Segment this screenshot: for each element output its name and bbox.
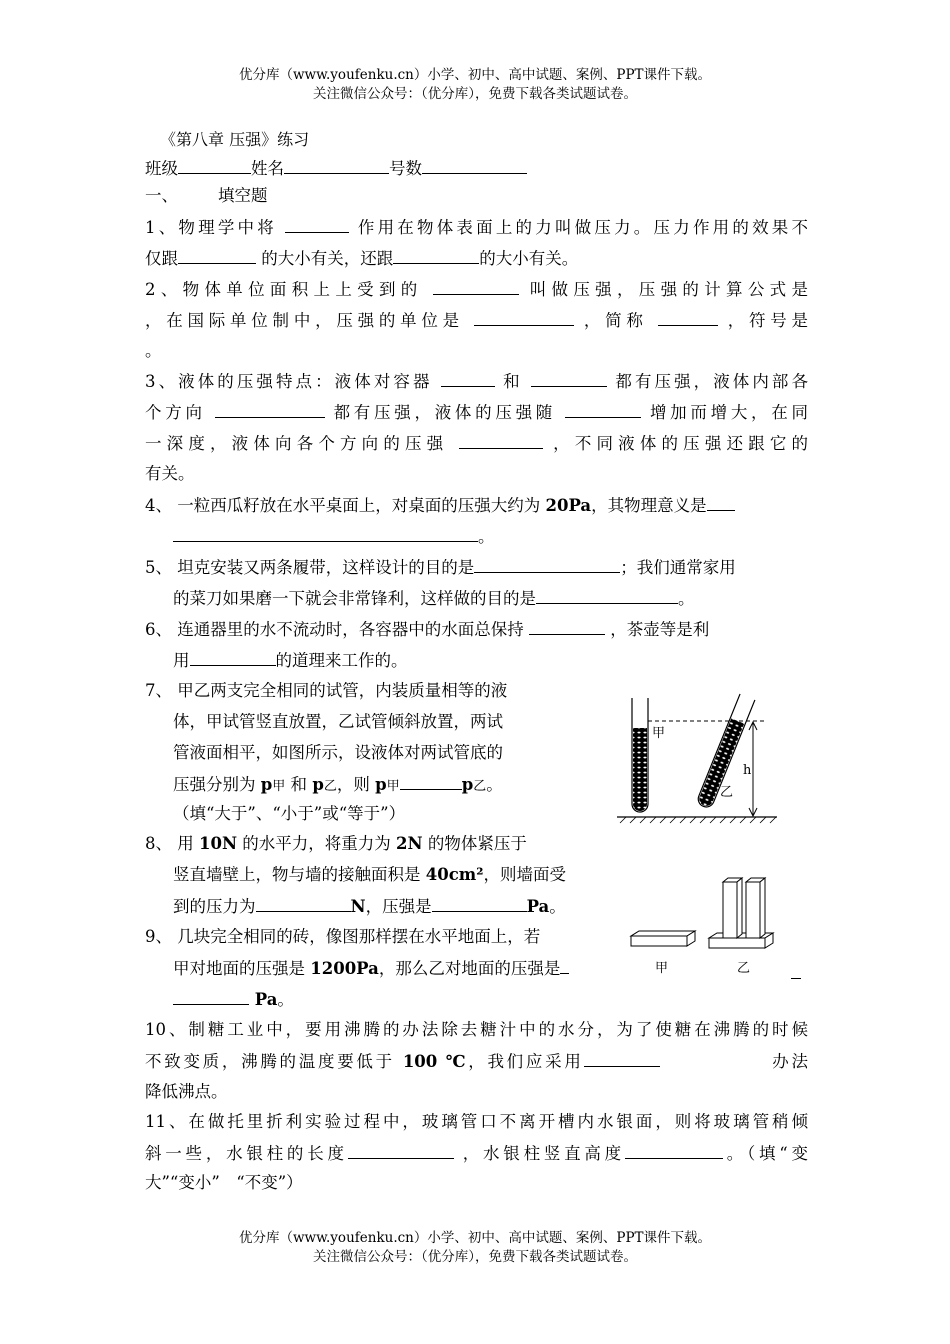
- q9-text-f: 。: [277, 990, 294, 1009]
- class-label: 班级: [145, 159, 178, 178]
- q2-blank-3[interactable]: [658, 305, 718, 326]
- q5-text-c: 的菜刀如果磨一下就会非常锋利，这样做的目的是: [173, 589, 536, 608]
- q7-p-yi: p: [312, 775, 324, 794]
- q8-text-a: 8、 用: [145, 834, 199, 853]
- q9-blank-a[interactable]: [560, 953, 569, 974]
- q4-text-c: ，其物理意义是: [591, 496, 707, 515]
- q1-text-d: 的大小有关，还跟: [256, 249, 394, 268]
- q1-line-1: [145, 212, 808, 242]
- q5-line-2: [173, 583, 836, 613]
- q4-blank-1a[interactable]: [707, 490, 735, 511]
- brick-figure: [625, 872, 785, 978]
- q3-blank-5[interactable]: [459, 428, 543, 449]
- q3-line-1: [145, 366, 808, 396]
- q6-text-a: 6、 连通器里的水不流动时，各容器中的水面总保持: [145, 620, 529, 639]
- q7-line-2: [173, 707, 583, 737]
- q11-text-a: 11、在做托里折利实验过程中，玻璃管口不离开槽内水银面，则将玻璃管稍倾: [145, 1112, 808, 1131]
- q5-text-b: ；我们通常家用: [620, 558, 736, 577]
- q9-line-3: [173, 984, 473, 1014]
- liquid-jia: [633, 728, 647, 811]
- q8-line-2: [173, 860, 623, 890]
- q6-line-1: [145, 614, 808, 644]
- q2-text-f: 。: [145, 341, 162, 360]
- q9-line-1: [145, 922, 620, 952]
- q3-text-f: 增加而增大，在同: [640, 403, 808, 422]
- label-h: h: [743, 763, 752, 778]
- q8-weight: 2N: [396, 834, 423, 853]
- q7-text-and: 和: [285, 775, 313, 794]
- q7-sub-jia: 甲: [272, 779, 286, 794]
- q9-text-a: 9、 几块完全相同的砖，像图那样摆在水平地面上，若: [145, 927, 541, 946]
- q7-sub-jia-2: 甲: [386, 779, 400, 794]
- q10-blank[interactable]: [584, 1046, 660, 1067]
- q7-text-then: ，则: [336, 775, 376, 794]
- q8-text-f: 竖直墙壁上，物与墙的接触面积是: [173, 865, 426, 884]
- header-line-2: 关注微信公众号：（优分库），免费下载各类试题试卷。: [313, 86, 637, 102]
- q11-line-2: [145, 1138, 808, 1168]
- brick-jia-front: [631, 936, 687, 946]
- label-jia-brick: 甲: [655, 961, 669, 976]
- q3-text-h: ，不同液体的压强还跟它的: [542, 434, 808, 453]
- q2-line-1: [145, 274, 808, 304]
- q2-line-2: [145, 305, 808, 335]
- q7-sub-yi: 乙: [323, 779, 337, 794]
- q5-blank-1[interactable]: [474, 552, 620, 573]
- footer-line-1: 优分库（www.youfenku.cn）小学、初中、高中试题、案例、PPT课件下载。: [238, 1230, 712, 1246]
- footer-line-2: 关注微信公众号：（优分库），免费下载各类试题试卷。: [313, 1249, 637, 1265]
- q8-blank-2[interactable]: [432, 891, 527, 912]
- q3-text-b: 和: [494, 372, 532, 391]
- q7-line-5: [173, 799, 583, 829]
- q9-text-d: ，那么乙对地面的压强是: [378, 959, 561, 978]
- q7-line-1: [145, 676, 585, 706]
- q1-line-2: [145, 243, 808, 273]
- q8-area: 40cm²: [425, 865, 484, 884]
- number-blank[interactable]: [422, 153, 527, 174]
- label-jia: 甲: [652, 726, 666, 741]
- label-yi: 乙: [720, 785, 734, 800]
- q7-text-d: 压强分别为: [173, 775, 261, 794]
- q8-text-k: ，压强是: [365, 897, 432, 916]
- q1-blank-1[interactable]: [285, 212, 349, 233]
- class-blank[interactable]: [178, 153, 251, 174]
- q7-text-e: （填“大于”、“小于”或“等于”）: [173, 804, 406, 823]
- q10-line-3: [145, 1077, 808, 1107]
- q8-unit-n: N: [350, 897, 366, 916]
- q8-line-1: [145, 829, 595, 859]
- q4-pressure-value: 20Pa: [545, 496, 592, 515]
- q7-text-a: 7、 甲乙两支完全相同的试管，内装质量相等的液: [145, 681, 508, 700]
- q1-text-a: 1、物理学中将: [145, 218, 286, 237]
- q3-text-c: 都有压强，液体内部各: [607, 372, 808, 391]
- section-heading: [145, 181, 808, 211]
- q3-text-g: 一深度，液体向各个方向的压强: [145, 434, 459, 453]
- section-title: 填空题: [218, 186, 268, 205]
- q11-blank-1[interactable]: [348, 1138, 454, 1159]
- brick-yi-stand-2-side: [760, 878, 765, 938]
- q3-blank-4[interactable]: [565, 397, 641, 418]
- number-label: 号数: [389, 159, 422, 178]
- q3-blank-2[interactable]: [531, 366, 607, 387]
- test-tube-figure: [612, 690, 782, 830]
- q4-text-a: 4、 一粒西瓜籽放在水平桌面上，对桌面的压强大约为: [145, 496, 546, 515]
- q1-blank-2[interactable]: [178, 243, 256, 264]
- q3-text-d: 个方向: [145, 403, 215, 422]
- q7-line-3: [173, 738, 583, 768]
- q8-text-i: 到的压力为: [173, 897, 256, 916]
- q3-line-4: [145, 459, 808, 489]
- q4-blank-1b[interactable]: [173, 521, 478, 542]
- q11-text-e: 大”“变小” “不变”）: [145, 1173, 303, 1192]
- q11-blank-2[interactable]: [625, 1138, 723, 1159]
- q8-line-3: [173, 891, 623, 921]
- page-title: 《第八章 压强》练习: [160, 130, 310, 149]
- q11-line-1: [145, 1107, 808, 1137]
- q10-line-2: [145, 1046, 808, 1076]
- q3-line-3: [145, 428, 808, 458]
- q1-blank-3[interactable]: [393, 243, 479, 264]
- q7-blank[interactable]: [400, 769, 462, 790]
- q6-blank-2[interactable]: [190, 645, 276, 666]
- q1-text-e: 的大小有关。: [479, 249, 579, 268]
- q9-unit-pa: Pa: [249, 990, 278, 1009]
- q2-text-a: 2、物体单位面积上上受到的: [145, 280, 434, 299]
- q3-text-i: 有关。: [145, 464, 195, 483]
- brick-yi-stand-2-front: [746, 882, 760, 938]
- q11-text-b: 斜一些，水银柱的长度: [145, 1144, 348, 1163]
- q10-text-a: 10、制糖工业中，要用沸腾的办法除去糖汁中的水分，为了使糖在沸腾的时候: [145, 1020, 808, 1039]
- q6-text-b: ，茶壶等是利: [605, 620, 710, 639]
- q7-p-yi-2: p: [461, 775, 474, 794]
- q2-line-3: [145, 336, 808, 366]
- q4-text-d: 。: [478, 527, 495, 546]
- header-line-1: 优分库（www.youfenku.cn）小学、初中、高中试题、案例、PPT课件下载。: [238, 67, 712, 83]
- q4-line-1: [145, 490, 808, 520]
- brick-jia-top: [631, 931, 695, 936]
- q10-line-1: [145, 1015, 808, 1045]
- q2-text-d: ，简称: [573, 311, 658, 330]
- q7-text-b: 体，甲试管竖直放置，乙试管倾斜放置，两试: [173, 712, 503, 731]
- q3-text-a: 3、液体的压强特点：液体对容器: [145, 372, 441, 391]
- q8-force: 10N: [199, 834, 238, 853]
- brick-yi-stand-1-side: [737, 878, 742, 938]
- label-yi-brick: 乙: [737, 961, 751, 976]
- q3-blank-1[interactable]: [441, 366, 495, 387]
- q5-blank-2[interactable]: [536, 583, 678, 604]
- q6-text-c: 用: [173, 651, 190, 670]
- q1-text-c: 仅跟: [145, 249, 178, 268]
- q11-line-3: [145, 1168, 808, 1198]
- name-label: 姓名: [251, 159, 284, 178]
- q8-text-m: 。: [549, 897, 566, 916]
- q2-blank-2[interactable]: [474, 305, 574, 326]
- q11-text-d: 。（填“变: [722, 1144, 809, 1163]
- q7-text-c: 管液面相平，如图所示，设液体对两试管底的: [173, 743, 503, 762]
- q7-text-end: 。: [486, 775, 503, 794]
- q8-text-c: 的水平力，将重力为: [237, 834, 397, 853]
- q3-line-2: [145, 397, 808, 427]
- q4-line-2: [173, 521, 836, 551]
- q10-text-e: 办法: [769, 1052, 809, 1071]
- q8-text-e: 的物体紧压于: [422, 834, 527, 853]
- section-number: 一、: [145, 186, 178, 205]
- student-info: [145, 153, 808, 183]
- q10-text-f: 降低沸点。: [145, 1082, 228, 1101]
- q2-text-b: 叫做压强，压强的计算公式是: [519, 280, 808, 299]
- q6-blank-1[interactable]: [529, 614, 605, 635]
- q5-text-d: 。: [678, 589, 695, 608]
- brick-yi-stand-1-front: [723, 882, 737, 938]
- q1-text-b: 作用在物体表面上的力叫做压力。压力作用的效果不: [349, 218, 808, 237]
- q7-p-jia-2: p: [375, 775, 387, 794]
- name-blank[interactable]: [284, 153, 389, 174]
- q5-text-a: 5、 坦克安装又两条履带，这样设计的目的是: [145, 558, 475, 577]
- q9-line-2: [173, 953, 620, 983]
- q2-text-c: ，在国际单位制中，压强的单位是: [145, 311, 474, 330]
- q10-text-d: ，我们应采用: [468, 1052, 584, 1071]
- q7-sub-yi-2: 乙: [473, 779, 487, 794]
- q9-text-b: 甲对地面的压强是: [173, 959, 311, 978]
- q2-text-e: ，符号是: [717, 311, 808, 330]
- q7-line-4: [173, 769, 583, 799]
- q10-text-b: 不致变质，沸腾的温度要低于: [145, 1052, 403, 1071]
- ground-hatch: [620, 817, 776, 823]
- brick-yi-base-front: [709, 938, 765, 948]
- q6-text-d: 的道理来工作的。: [275, 651, 408, 670]
- q8-blank-1[interactable]: [256, 891, 351, 912]
- q8-unit-pa: Pa: [526, 897, 550, 916]
- q3-blank-3[interactable]: [215, 397, 325, 418]
- q9-blank-end[interactable]: [791, 958, 801, 979]
- q8-text-h: ，则墙面受: [483, 865, 566, 884]
- q10-temperature: 100 ℃: [402, 1052, 469, 1071]
- q7-p-jia: p: [260, 775, 273, 794]
- q5-line-1: [145, 552, 808, 582]
- q9-blank-b[interactable]: [173, 984, 249, 1005]
- q6-line-2: [173, 645, 836, 675]
- q3-text-e: 都有压强，液体的压强随: [324, 403, 565, 422]
- q9-pressure: 1200Pa: [310, 959, 379, 978]
- q2-blank-1[interactable]: [433, 274, 519, 295]
- q11-text-c: ，水银柱竖直高度: [453, 1144, 625, 1163]
